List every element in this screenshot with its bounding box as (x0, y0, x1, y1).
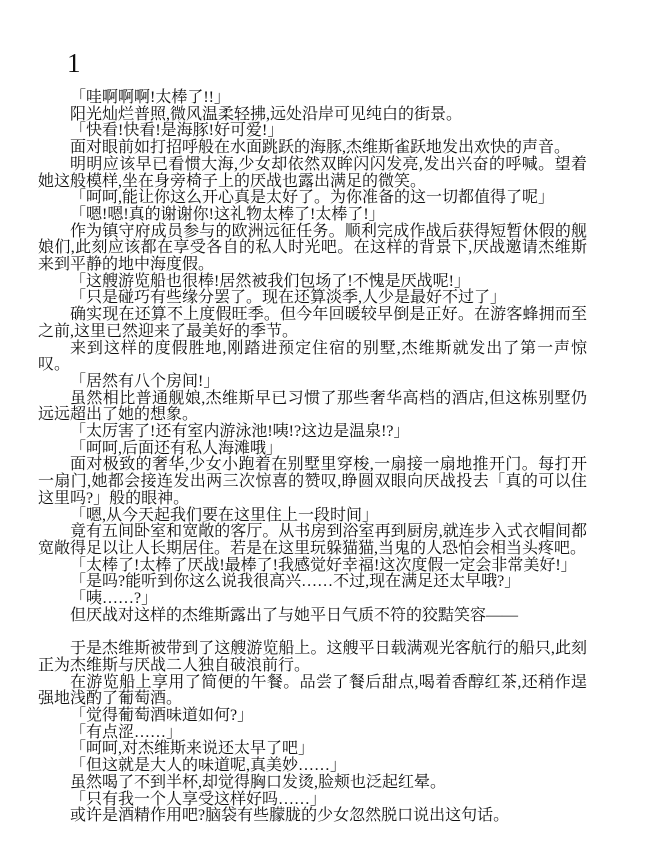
dialogue-paragraph: 「这艘游览船也很棒!居然被我们包场了!不愧是厌战呢!」 (70, 272, 470, 290)
narration-paragraph: 确实现在还算不上度假旺季。但今年回暖较早倒是正好。在游客蜂拥而至之前,这里已然迎来了最美好的季节。 (38, 306, 587, 340)
narration-paragraph: 面对眼前如打招呼般在水面跳跃的海豚,杰维斯雀跃地发出欢快的声音。 (70, 139, 571, 157)
dialogue-paragraph: 「呵呵,对杰维斯来说还太早了吧」 (70, 740, 315, 758)
narration-paragraph: 来到这样的度假胜地,刚踏进预定住宿的别墅,杰维斯就发出了第一声惊叹。 (38, 339, 587, 374)
narration-paragraph: 竟有五间卧室和宽敞的客厅。从书房到浴室再到厨房,就连步入式衣帽间都宽敞得足以让人长期居住。若是在这里玩躲猫猫,当鬼的人恐怕会相当头疼吧。 (38, 523, 587, 557)
narration-paragraph: 虽然喝了不到半杯,却觉得胸口发烫,脸颊也泛起红晕。 (70, 773, 447, 791)
dialogue-paragraph: 「居然有八个房间!」 (70, 372, 220, 390)
dialogue-paragraph: 「呵呵,能让你这么开心真是太好了。为你准备的这一切都值得了呢」 (70, 189, 555, 207)
dialogue-paragraph: 「只有我一个人享受这样好吗……」 (70, 790, 327, 808)
dialogue-paragraph: 「咦……?」 (70, 590, 158, 608)
dialogue-paragraph: 「呵呵,后面还有私人海滩哦」 (70, 439, 283, 457)
narration-paragraph: 或许是酒精作用吧?脑袋有些朦胧的少女忽然脱口说出这句话。 (70, 807, 510, 825)
dialogue-paragraph: 「只是碰巧有些缘分罢了。现在还算淡季,人少是最好不过了」 (70, 289, 507, 307)
narration-paragraph: 面对极致的奢华,少女小跑着在别墅里穿梭,一扇接一扇地推开门。每打开一扇门,她都会接连发出两三次惊喜的赞叹,睁圆双眼向厌战投去「真的可以住这里吗?」般的眼神。 (38, 456, 587, 507)
novel-text-block (38, 90, 587, 825)
narration-paragraph: 作为镇守府成员参与的欧洲远征任务。顺利完成作战后获得短暂休假的舰娘们,此刻应该都在享受各自的私人时光吧。在这样的背景下,厌战邀请杰维斯来到平静的地中海度假。 (38, 222, 587, 274)
dialogue-paragraph: 「嗯,从今天起我们要在这里住上一段时间」 (70, 506, 379, 524)
dialogue-paragraph: 「太棒了!太棒了厌战!最棒了!我感觉好幸福!这次度假一定会非常美好!」 (70, 556, 577, 574)
dialogue-paragraph: 「有点涩……」 (70, 723, 183, 741)
narration-paragraph: 但厌战对这样的杰维斯露出了与她平日气质不符的狡黠笑容—— (70, 606, 519, 624)
narration-paragraph: 阳光灿烂普照,微风温柔轻拂,远处沿岸可见纯白的街景。 (70, 105, 463, 123)
dialogue-paragraph: 「但这就是大人的味道呢,真美妙……」 (70, 757, 347, 775)
narration-paragraph: 在游览船上享用了简便的午餐。品尝了餐后甜点,喝着香醇红茶,还稍作逞强地浅酌了葡萄酒。 (38, 673, 587, 708)
dialogue-paragraph: 「太厉害了!还有室内游泳池!咦!?这边是温泉!?」 (70, 423, 410, 441)
dialogue-paragraph: 「哇啊啊啊!太棒了!!」 (70, 89, 230, 106)
dialogue-paragraph: 「是吗?能听到你这么说我很高兴……不过,现在满足还太早哦?」 (70, 573, 521, 591)
dialogue-paragraph: 「嗯!嗯!真的谢谢你!这礼物太棒了!太棒了!」 (70, 205, 385, 223)
narration-paragraph: 于是杰维斯被带到了这艘游览船上。这艘平日载满观光客航行的船只,此刻正为杰维斯与厌战二人独自破浪前行。 (38, 640, 587, 674)
dialogue-paragraph: 「快看!快看!是海豚!好可爱!」 (70, 122, 284, 140)
page-number: 1 (67, 48, 81, 78)
narration-paragraph: 虽然相比普通舰娘,杰维斯早已习惯了那些奢华高档的酒店,但这栋别墅仍远远超出了她的想象。 (38, 389, 587, 424)
dialogue-paragraph: 「觉得葡萄酒味道如何?」 (70, 707, 254, 724)
narration-paragraph: 明明应该早已看惯大海,少女却依然双眸闪闪发亮,发出兴奋的呼喊。望着她这般模样,坐在身旁椅子上的厌战也露出满足的微笑。 (38, 155, 587, 190)
scene-break (38, 625, 587, 642)
